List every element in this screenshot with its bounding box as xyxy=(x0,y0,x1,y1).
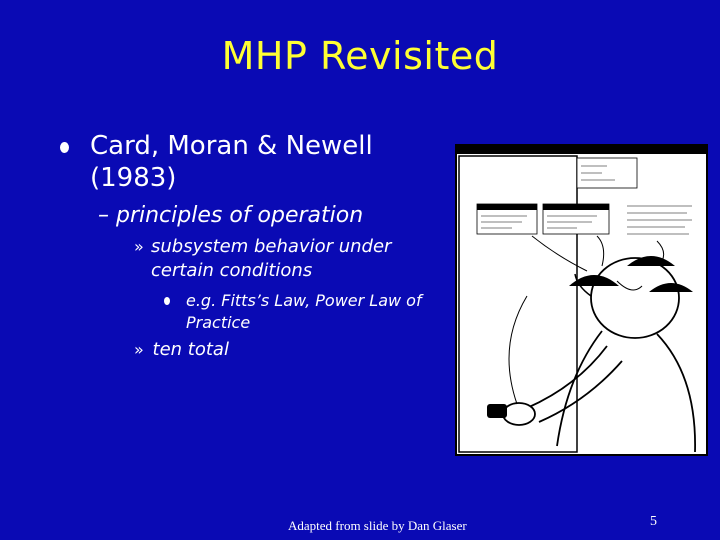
bullet-level3-first-text: subsystem behavior under certain conditions xyxy=(151,236,392,281)
diagram-illustration xyxy=(457,146,706,454)
chevron-marker-icon: » xyxy=(134,237,144,256)
model-human-processor-diagram-icon xyxy=(455,144,708,456)
slide-title: MHP Revisited xyxy=(221,34,499,78)
bullet-level2: – principles of operation xyxy=(98,203,364,228)
bullet-level3-second xyxy=(134,338,229,362)
bullet-level4-text: e.g. Fitts’s Law, Power Law of Practice xyxy=(186,291,422,332)
bullet-level1-text: Card, Moran & Newell (1983) xyxy=(90,131,373,193)
bullet-dot-icon xyxy=(60,142,69,153)
slide-page-number: 5 xyxy=(650,514,657,529)
chevron-marker-icon: » xyxy=(134,340,144,359)
bullet-dot-icon xyxy=(164,297,170,305)
bullet-level3-second-text: ten total xyxy=(152,339,229,360)
slide-credit: Adapted from slide by Dan Glaser xyxy=(288,518,467,533)
